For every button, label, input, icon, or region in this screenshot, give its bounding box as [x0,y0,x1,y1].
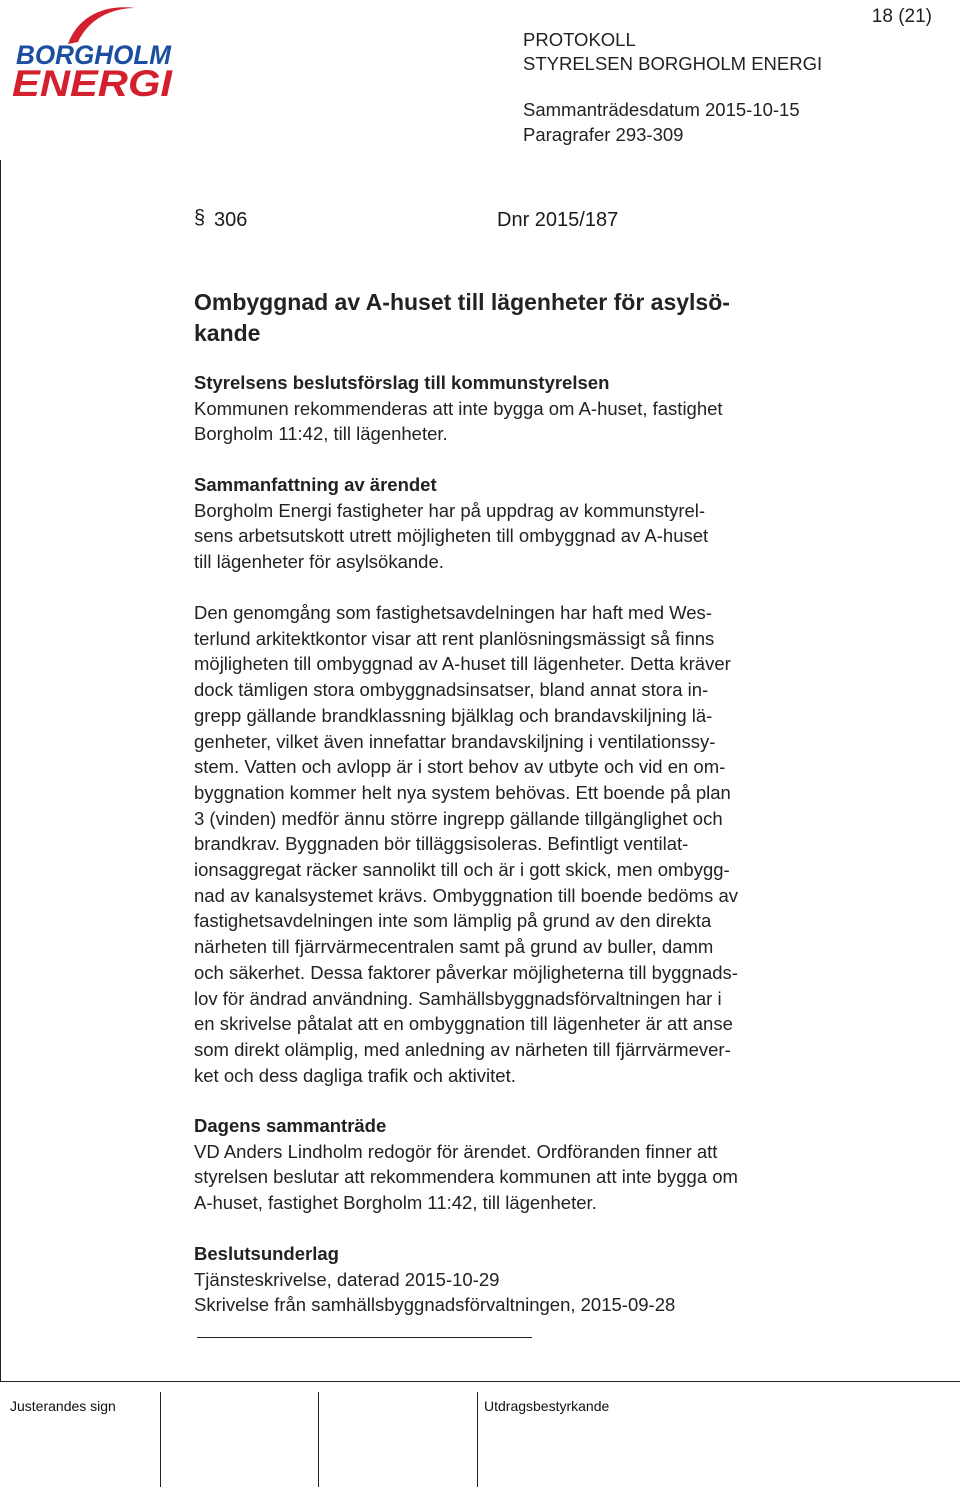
footer-cell-divider [160,1392,161,1487]
summary-section [194,472,854,575]
summary-para2-line: fastighetsavdelningen inte som lämplig på grund av den direkta [194,910,712,932]
case-title-line: kande [194,320,261,346]
extract-certify-label: Utdragsbestyrkande [484,1398,610,1414]
basis-line: Tjänsteskrivelse, daterad 2015-10-29 [194,1268,500,1290]
summary-para1-line: sens arbetsutskott utrett möjligheten till ombyggnad av A-huset [194,525,709,547]
summary-para1-line: Borgholm Energi fastigheter har på uppdrag av kommunstyrel- [194,499,706,521]
paragraph-range: Paragrafer 293-309 [523,124,684,145]
case-title [194,287,834,349]
meeting-heading: Dagens sammanträde [194,1115,387,1136]
basis-section [194,1241,854,1318]
section-symbol: § [194,207,206,229]
end-rule [197,1337,532,1338]
summary-para2-line: Den genomgång som fastighetsavdelningen har haft med Wes- [194,602,712,623]
summary-para2-line: en skrivelse påtalat att en ombyggnation till lägenheter är att anse [194,1013,733,1035]
doc-type: PROTOKOLL [523,29,636,50]
basis-heading: Beslutsunderlag [194,1243,339,1264]
proposal-line: Kommunen rekommenderas att inte bygga om A-huset, fastighet [194,397,723,419]
summary-para2-line: och säkerhet. Dessa faktorer påverkar möjligheterna till byggnads- [194,961,738,983]
summary-para2-line: 3 (vinden) medför ännu större ingrepp gällande tillgänglighet och [194,807,723,829]
summary-para2-line: dock tämligen stora ombyggnadsinsatser, bland annat stora in- [194,679,709,701]
summary-para2-line: terlund arkitektkontor visar att rent planlösningsmässigt så finns [194,627,715,649]
summary-para2-line: ionsaggregat räcker sannolikt till och är i gott skick, men ombygg- [194,859,730,881]
summary-para2-line: ket och dess dagliga trafik och aktivitet. [194,1064,516,1086]
summary-para2-line: grepp gällande brandklassning bjälklag och brandavskiljning lä- [194,704,713,726]
case-number: 306 [214,209,248,231]
proposal-heading: Styrelsens beslutsförslag till kommunstyrelsen [194,372,610,393]
logo-text-top: BORGHOLM [16,40,172,70]
diary-number: Dnr 2015/187 [497,209,619,231]
basis-line: Skrivelse från samhällsbyggnadsförvaltningen, 2015-09-28 [194,1294,676,1316]
page-number: 18 (21) [871,6,932,27]
footer-cell-divider [318,1392,319,1487]
borgholm-energi-logo [10,2,175,102]
summary-para2-line: brandkrav. Byggnaden bör tilläggsisoleras. Befintligt ventilat- [194,833,689,855]
left-margin-line [0,160,1,1382]
meeting-line: styrelsen beslutar att rekommendera kommunen att inte bygga om [194,1166,738,1188]
meeting-line: A-huset, fastighet Borgholm 11:42, till lägenheter. [194,1192,597,1214]
summary-para2-line: byggnation kommer helt nya system behövas. Ett boende på plan [194,781,731,803]
case-title-line: Ombyggnad av A-huset till lägenheter för asylsö- [194,289,730,315]
summary-paragraph-2 [194,600,854,1088]
summary-para2-line: möjligheten till ombyggnad av A-huset till lägenheter. Detta kräver [194,653,731,675]
proposal-section [194,370,854,447]
summary-para2-line: som direkt olämplig, med anledning av närheten till fjärrvärmever- [194,1038,731,1060]
summary-para2-line: nad av kanalsystemet krävs. Ombyggnation till boende bedöms av [194,884,738,906]
summary-para2-line: stem. Vatten och avlopp är i stort behov av utbyte och vid en om- [194,756,726,778]
meeting-date: Sammanträdesdatum 2015-10-15 [523,99,800,120]
board-name: STYRELSEN BORGHOLM ENERGI [523,53,823,74]
logo-text-bottom: ENERGI [12,63,173,102]
meeting-line: VD Anders Lindholm redogör för ärendet. Ordföranden finner att [194,1140,718,1162]
summary-para2-line: närheten till fjärrvärmecentralen samt på grund av buller, damm [194,936,714,958]
footer-divider-line [0,1381,960,1382]
proposal-line: Borgholm 11:42, till lägenheter. [194,423,448,445]
summary-heading: Sammanfattning av ärendet [194,474,437,495]
summary-para2-line: lov för ändrad användning. Samhällsbyggnadsförvaltningen har i [194,987,722,1009]
meeting-section [194,1113,854,1216]
footer-cell-divider [477,1392,478,1487]
summary-para2-line: genheter, vilket även innefattar brandavskiljning i ventilationssy- [194,730,716,752]
summary-para1-line: till lägenheter för asylsökande. [194,551,444,573]
adjust-sign-label: Justerandes sign [10,1398,116,1414]
